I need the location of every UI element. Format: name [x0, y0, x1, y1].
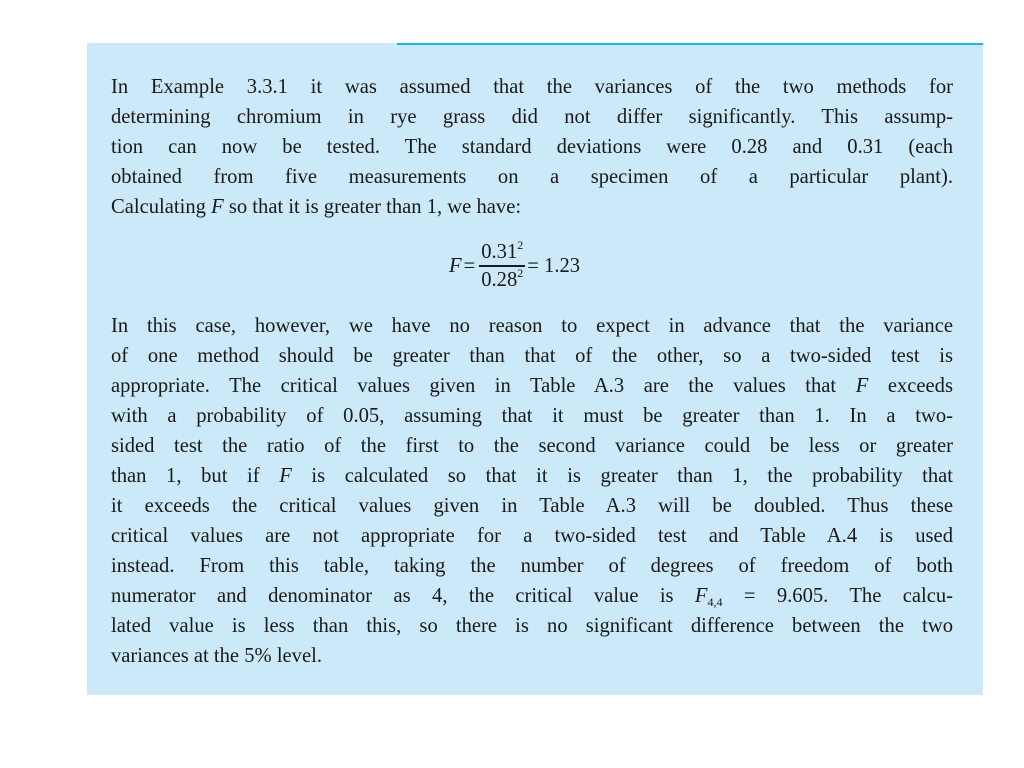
text-line: of one method should be greater than that of the other, so a two-sided test is: [111, 345, 953, 367]
text-line: obtained from five measurements on a specimen of a particular plant).: [111, 166, 953, 188]
text-line: numerator and denominator as 4, the critical value is $F_{4,4} = 9.605$. The calcu-: [111, 585, 953, 609]
fraction-denominator: 0.28$^2$: [481, 265, 524, 291]
text-line: variances at the 5% level.: [111, 645, 322, 667]
text-line: with a probability of 0.05, assuming that it must be greater than 1. In a two-: [111, 405, 953, 427]
text-line: tion can now be tested. The standard deviations were 0.28 and 0.31 (each: [111, 136, 953, 158]
text-line: Calculating F so that it is greater than 1, we have:: [111, 196, 522, 218]
text-line: it exceeds the critical values given in Table A.3 will be doubled. Thus these: [111, 495, 953, 517]
text-line: In this case, however, we have no reason to expect in advance that the variance: [111, 315, 953, 337]
text-line: sided test the ratio of the first to the second variance could be less or greater: [111, 435, 953, 457]
text-line: In Example 3.3.1 it was assumed that the variances of the two methods for: [111, 76, 953, 98]
text-line: appropriate. The critical values given in Table A.3 are the values that F exceeds: [111, 375, 953, 397]
text-line: critical values are not appropriate for a two-sided test and Table A.4 is used: [111, 525, 953, 547]
equation-fraction: [479, 239, 525, 292]
panel-top-rule: [397, 43, 983, 45]
paragraph-discussion: [111, 311, 953, 671]
equation-variable: F: [449, 254, 462, 277]
text-line: determining chromium in rye grass did not differ significantly. This assump-: [111, 106, 953, 128]
fraction-numerator: 0.31$^2$: [481, 238, 524, 264]
f-ratio-equation: [449, 231, 580, 301]
paragraph-intro: [111, 72, 953, 222]
text-line: instead. From this table, taking the number of degrees of freedom of both: [111, 555, 953, 577]
equation-result: = 1.23: [527, 254, 581, 277]
example-panel: [87, 43, 983, 695]
equation-equals: =: [463, 254, 476, 277]
text-line: than 1, but if F is calculated so that it is greater than 1, the probability that: [111, 465, 953, 487]
text-line: lated value is less than this, so there is no significant difference between the two: [111, 615, 953, 637]
